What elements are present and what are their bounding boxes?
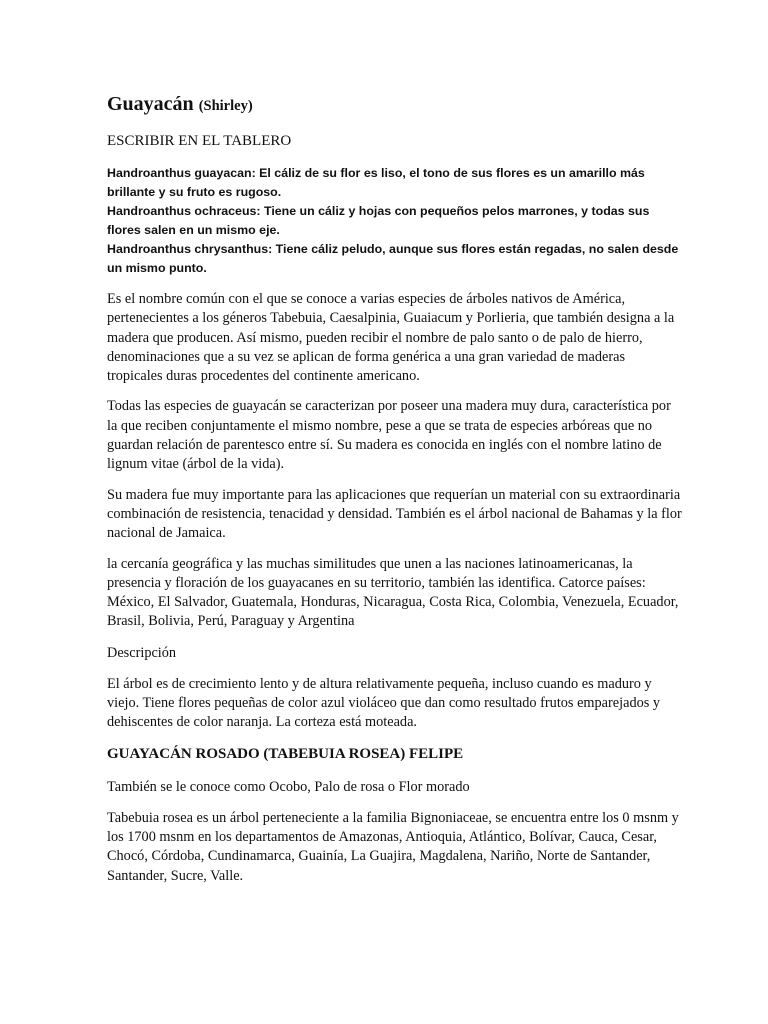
section-heading-tablero: ESCRIBIR EN EL TABLERO xyxy=(107,133,292,149)
species-list xyxy=(107,164,684,278)
description-paragraph: El árbol es de crecimiento lento y de altura relativamente pequeña, incluso cuando es maduro y viejo. Tiene flores pequeñas de color azul violáceo que dan como resultado frutos emparejados y dehiscentes de color naranja. La corteza está moteada. xyxy=(107,675,661,731)
title-author: (Shirley) xyxy=(198,98,253,114)
section-heading-rosado: GUAYACÁN ROSADO (TABEBUIA ROSEA) FELIPE xyxy=(107,745,464,762)
paragraph: Su madera fue muy importante para las aplicaciones que requerían un material con su extraordinaria combinación de resistencia, tenacidad y densidad. También es el árbol nacional de Bahamas y la flor nacional de Jamaica. xyxy=(107,486,682,542)
title-main: Guayacán xyxy=(107,93,194,115)
species-item: Handroanthus guayacan: El cáliz de su flor es liso, el tono de sus flores es un amarillo más brillante y su fruto es rugoso. xyxy=(107,166,645,199)
description-label: Descripción xyxy=(107,644,177,661)
species-item: Handroanthus ochraceus: Tiene un cáliz y hojas con pequeños pelos marrones, y todas sus flores salen en un mismo eje. xyxy=(107,204,650,237)
rosado-intro: También se le conoce como Ocobo, Palo de rosa o Flor morado xyxy=(107,778,470,795)
paragraph: la cercanía geográfica y las muchas similitudes que unen a las naciones latinoamericanas, la presencia y floración de los guayacanes en su territorio, también las identifica. Catorce países: México, El Salvador, Guatemala, Honduras, Nicaragua, Costa Rica, Colombia, Venezuela, Ecuador, Brasil, Bolivia, Perú, Paraguay y Argentina xyxy=(107,555,679,630)
species-item: Handroanthus chrysanthus: Tiene cáliz peludo, aunque sus flores están regadas, no salen desde un mismo punto. xyxy=(107,242,679,275)
document-title xyxy=(107,92,684,118)
paragraph: Todas las especies de guayacán se caracterizan por poseer una madera muy dura, característica por la que reciben conjuntamente el mismo nombre, pese a que se trata de especies arbóreas que no guardan relación de parentesco entre sí. Su madera es conocida en inglés con el nombre latino de lignum vitae (árbol de la vida). xyxy=(107,398,671,473)
paragraph: Es el nombre común con el que se conoce a varias especies de árboles nativos de América, pertenecientes a los géneros Tabebuia, Caesalpinia, Guaiacum y Porlieria, que también designa a la madera que producen. Así mismo, pueden recibir el nombre de palo santo o de palo de hierro, denominaciones que a su vez se aplican de forma genérica a una gran variedad de maderas tropicales duras procedentes del continente americano. xyxy=(107,291,675,385)
rosado-paragraph: Tabebuia rosea es un árbol perteneciente a la familia Bignoniaceae, se encuentra entre los 0 msnm y los 1700 msnm en los departamentos de Amazonas, Antioquia, Atlántico, Bolívar, Cauca, Cesar, Chocó, Córdoba, Cundinamarca, Guainía, La Guajira, Magdalena, Nariño, Norte de Santander, Santander, Sucre, Valle. xyxy=(107,809,679,884)
